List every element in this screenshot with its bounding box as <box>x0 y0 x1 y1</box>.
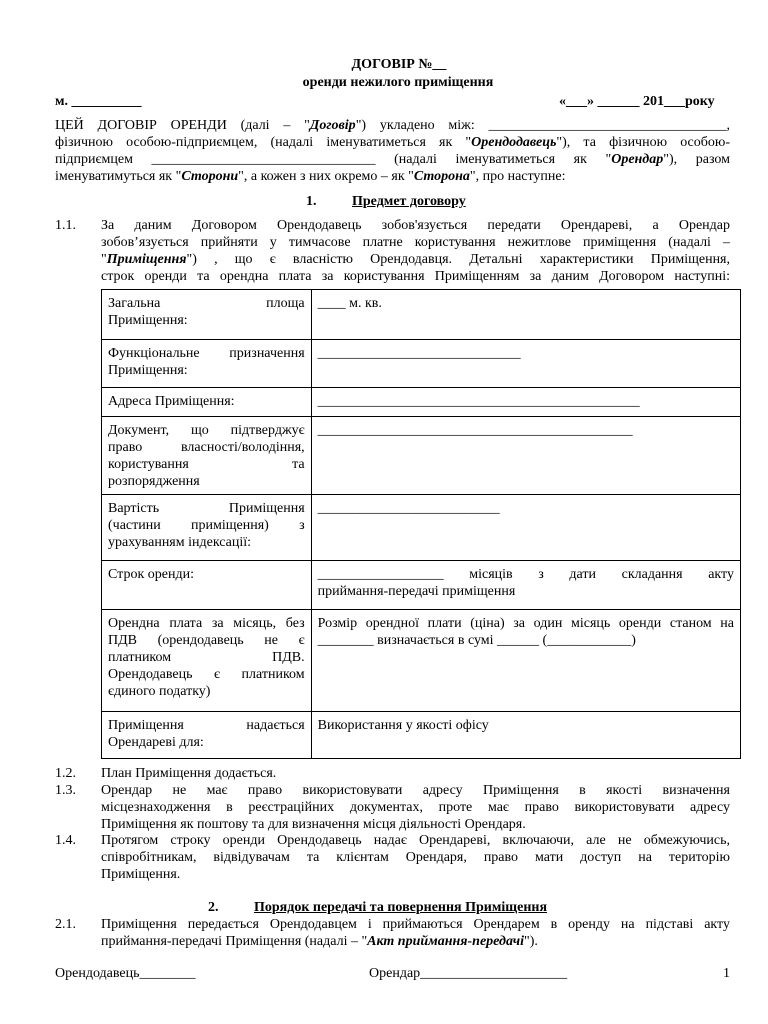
table-value-cell <box>311 290 740 340</box>
table-value-cell <box>311 388 740 417</box>
table-label-cell <box>102 712 312 759</box>
table-value-cell <box>311 561 740 610</box>
clause-text <box>101 217 730 285</box>
table-row <box>102 290 741 340</box>
cell-line: ______________________________________________ <box>317 394 640 409</box>
clause-text <box>101 765 730 782</box>
clause-line: зобов’язується прийняти у тимчасове платне користування нежитлове приміщення (надалі – <box>101 235 730 250</box>
cell-line: _____________________________ <box>317 346 521 361</box>
section-number: 2. <box>208 900 219 915</box>
intro-line: ЦЕЙ ДОГОВІР ОРЕНДИ (далі – "Договір") укладено між: __________________________________, <box>55 118 730 133</box>
clause-number: 1.3. <box>55 783 76 798</box>
cell-line: Приміщення надається <box>108 718 305 733</box>
table-row <box>102 712 741 759</box>
table-value-cell <box>311 340 740 388</box>
table-label-cell <box>102 340 312 388</box>
intro-paragraph <box>55 117 730 185</box>
clause-line: За даним Договором Орендодавець зобов'язується передати Орендареві, а Орендар <box>101 218 730 233</box>
date-field: «___» ______ 201___року <box>559 94 715 109</box>
table-row <box>102 417 741 495</box>
cell-line: Орендареві для: <box>108 735 204 750</box>
clause-line: "Приміщення") , що є власністю Орендодавця. Детальні характеристики Приміщення, <box>101 252 730 267</box>
cell-line: _____________________________________________ <box>317 423 633 438</box>
clause-line: План Приміщення додається. <box>101 766 277 781</box>
cell-line: (частини приміщення) з <box>108 518 305 533</box>
table-label-cell <box>102 561 312 610</box>
cell-line: приймання-передачі приміщення <box>317 584 516 599</box>
cell-line: Функціональне призначення <box>108 346 305 361</box>
cell-line: користування та <box>108 457 305 472</box>
cell-line: Орендна плата за місяць, без <box>108 616 305 631</box>
table-label-cell <box>102 290 312 340</box>
table-row <box>102 610 741 712</box>
premises-details-table <box>101 289 741 759</box>
table-row <box>102 495 741 561</box>
intro-line: підприємцем ________________________________ (надалі іменуватиметься як "Орендар"), разом <box>55 152 730 167</box>
tenant-signature: Орендар_____________________ <box>369 966 568 981</box>
section-number: 1. <box>306 194 317 209</box>
clause-line: співробітникам, відвідувачам та клієнтам Орендаря, право мати доступ на територію <box>101 850 730 865</box>
cell-line: Вартість Приміщення <box>108 501 305 516</box>
clause-line: строк оренди та орендна плата за користування Приміщенням за даним Договором наступні: <box>101 269 730 284</box>
clause-number: 2.1. <box>55 917 76 932</box>
cell-line: право власності/володіння, <box>108 440 305 455</box>
table-row <box>102 561 741 610</box>
cell-line: ПДВ (орендодавець не є <box>108 633 305 648</box>
clause-line: Приміщення передається Орендодавцем і приймаються Орендарем в оренду на підставі акту <box>101 917 730 932</box>
page-number: 1 <box>723 966 730 981</box>
clause-line: Приміщення. <box>101 867 181 882</box>
clause-line: місцезнаходження в реєстраційних документах, проте має право використовувати адресу <box>101 800 730 815</box>
clause-line: Протягом строку оренди Орендодавець надає Орендареві, включаючи, але не обмежуючись, <box>101 833 730 848</box>
table-value-cell <box>311 495 740 561</box>
cell-line: Приміщення: <box>108 313 188 328</box>
clause-line: Орендар не має право використовувати адресу Приміщення в якості визначення <box>101 783 730 798</box>
cell-line: розпорядження <box>108 474 200 489</box>
table-label-cell <box>102 417 312 495</box>
table-row <box>102 340 741 388</box>
city-field: м. __________ <box>55 94 142 109</box>
document-subtitle: оренди нежилого приміщення <box>302 75 494 90</box>
table-value-cell <box>311 417 740 495</box>
table-value-cell <box>311 712 740 759</box>
cell-line: ________ визначається в сумі ______ (____________) <box>317 633 636 648</box>
table-label-cell <box>102 495 312 561</box>
clause-text <box>101 832 730 883</box>
clause-text <box>101 916 730 950</box>
cell-line: Документ, що підтверджує <box>108 423 305 438</box>
cell-line: Строк оренди: <box>108 567 194 582</box>
cell-line: __________________ місяців з дати складання акту <box>317 567 734 582</box>
clause-number: 1.1. <box>55 218 76 233</box>
landlord-signature: Орендодавець________ <box>55 966 196 981</box>
clause-number: 1.2. <box>55 766 76 781</box>
table-label-cell <box>102 610 312 712</box>
intro-line: іменуватимуться як "Сторони", а кожен з них окремо – як "Сторона", про наступне: <box>55 169 566 184</box>
table-row <box>102 388 741 417</box>
clause-line: приймання-передачі Приміщення (надалі – "Акт приймання-передачі"). <box>101 934 538 949</box>
cell-line: Орендодавець є платником <box>108 667 305 682</box>
cell-line: __________________________ <box>317 501 500 516</box>
intro-line: фізичною особою-підприємцем, (надалі іменуватиметься як "Орендодавець"), та фізичною особою- <box>55 135 730 150</box>
cell-line: Адреса Приміщення: <box>108 394 235 409</box>
cell-line: урахуванням індексації: <box>108 535 252 550</box>
cell-line: Використання у якості офісу <box>317 718 489 733</box>
document-title: ДОГОВІР №__ <box>351 57 447 72</box>
table-label-cell <box>102 388 312 417</box>
clause-text <box>101 782 730 833</box>
cell-line: єдиного податку) <box>108 684 211 699</box>
section-title: Предмет договору <box>352 194 466 209</box>
cell-line: Розмір орендної плати (ціна) за один місяць оренди станом на <box>317 616 734 631</box>
clause-number: 1.4. <box>55 833 76 848</box>
cell-line: Загальна площа <box>108 296 305 311</box>
table-value-cell <box>311 610 740 712</box>
clause-line: Приміщення як поштову та для визначення місця діяльності Орендаря. <box>101 817 526 832</box>
section-title: Порядок передачі та повернення Приміщення <box>254 900 548 915</box>
cell-line: ____ м. кв. <box>317 296 382 311</box>
cell-line: платником ПДВ. <box>108 650 305 665</box>
cell-line: Приміщення: <box>108 363 188 378</box>
